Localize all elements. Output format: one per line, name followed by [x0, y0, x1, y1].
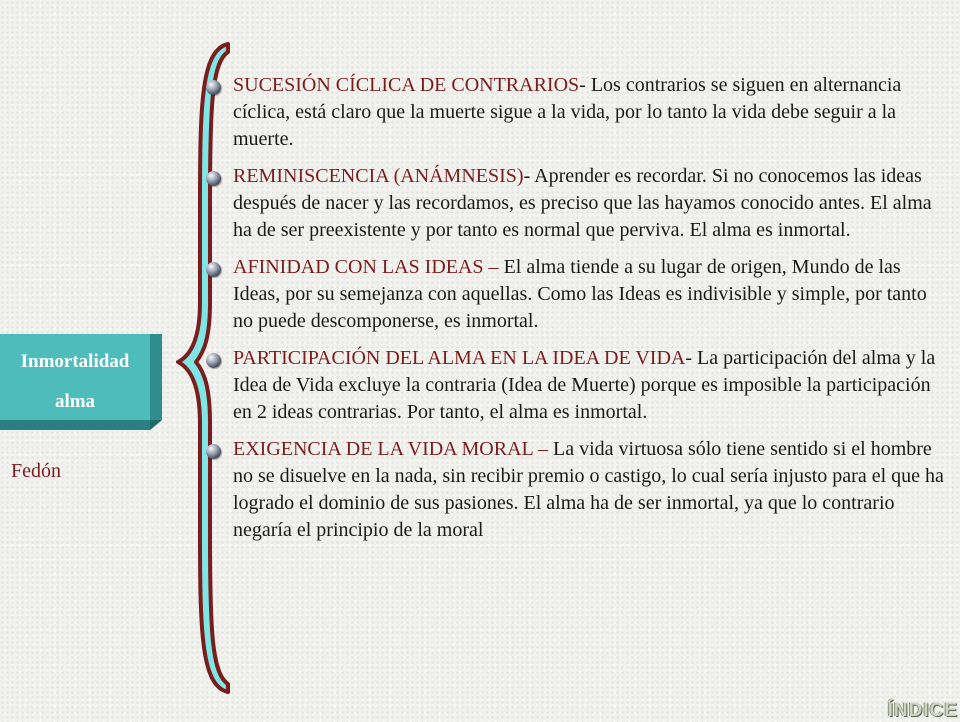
list-item	[206, 72, 946, 153]
source-label: Fedón	[11, 460, 61, 482]
list-item	[206, 254, 946, 335]
index-link[interactable]: ÍNDICE	[887, 700, 958, 721]
list-item	[206, 163, 946, 244]
argument-heading: SUCESIÓN CÍCLICA DE CONTRARIOS	[233, 74, 580, 96]
argument-heading: EXIGENCIA DE LA VIDA MORAL –	[233, 438, 548, 460]
topic-label-box	[0, 334, 162, 432]
argument-body: - Los contrarios se siguen en alternancia cíclica, está claro que la muerte sigue a la vida, por lo tanto la vida debe seguir a la muerte.	[233, 74, 902, 150]
argument-heading: AFINIDAD CON LAS IDEAS –	[233, 256, 499, 278]
topic-label-line1: Inmortalidad	[20, 351, 130, 372]
bullet-icon	[206, 262, 221, 277]
argument-body: - La participación del alma y la Idea de Vida excluye la contraria (Idea de Muerte) porque es imposible la participación en 2 ideas contrarias. Por tanto, el alma es inmortal.	[233, 347, 936, 423]
topic-label-line2: alma	[54, 391, 96, 412]
argument-heading: PARTICIPACIÓN DEL ALMA EN LA IDEA DE VIDA	[233, 347, 686, 369]
bullet-icon	[206, 80, 221, 95]
list-item	[206, 345, 946, 426]
bullet-icon	[206, 353, 221, 368]
list-item	[206, 436, 946, 544]
argument-heading: REMINISCENCIA (ANÁMNESIS)	[233, 165, 524, 187]
argument-body: El alma tiende a su lugar de origen, Mundo de las Ideas, por su semejanza con aquellas. Como las Ideas es indivisible y simple, por tanto no puede descomponerse, es inmortal.	[233, 256, 927, 332]
argument-body: - Aprender es recordar. Si no conocemos las ideas después de nacer y las recordamos, es preciso que las hayamos conocido antes. El alma ha de ser preexistente y por tanto es normal que perviva. El alma es inmortal.	[233, 165, 932, 241]
argument-list	[206, 72, 946, 554]
argument-body: La vida virtuosa sólo tiene sentido si el hombre no se disuelve en la nada, sin recibir premio o castigo, lo cual sería injusto para el que ha logrado el dominio de sus pasiones. El alma ha de ser inmortal, ya que lo contrario negaría el principio de la moral	[233, 438, 944, 541]
bullet-icon	[206, 171, 221, 186]
bullet-icon	[206, 444, 221, 459]
